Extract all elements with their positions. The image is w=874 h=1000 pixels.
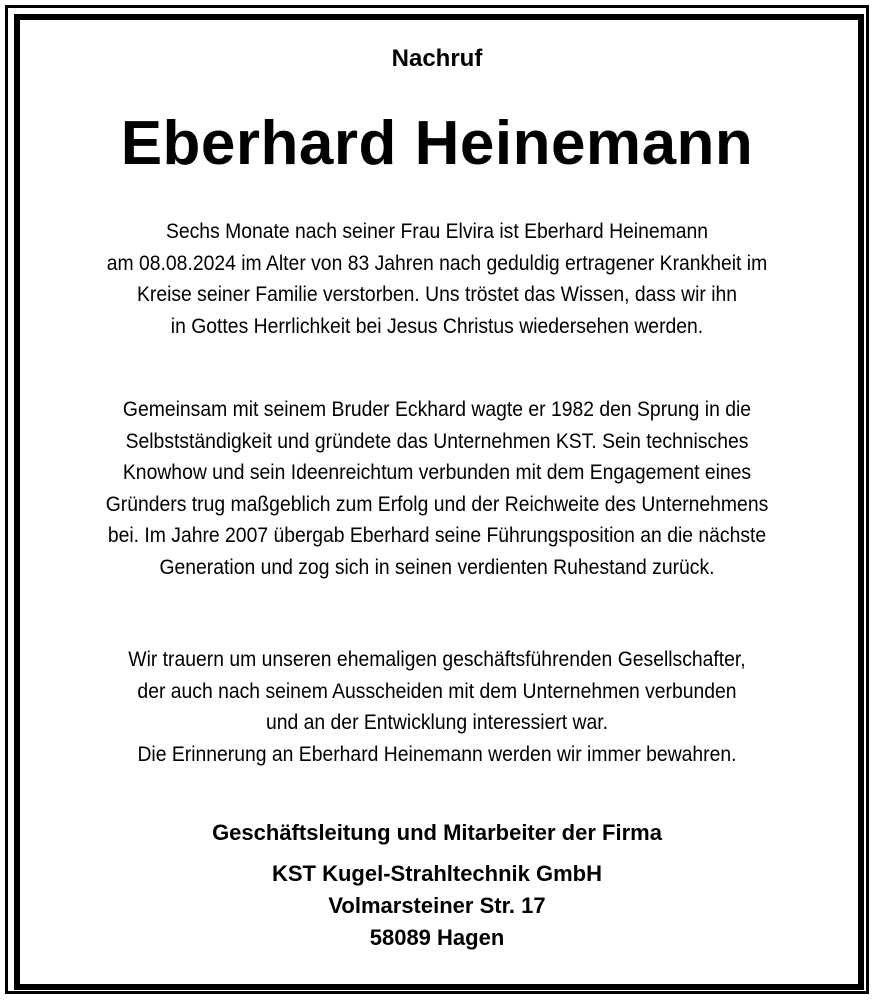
text-line: Die Erinnerung an Eberhard Heinemann werden wir immer bewahren. [137,741,737,766]
text-line: bei. Im Jahre 2007 übergab Eberhard seine Führungsposition an die nächste [107,523,767,547]
text-line: Wir trauern um unseren ehemaligen geschäftsführenden Gesellschafter, [128,647,746,671]
text-line: am 08.08.2024 im Alter von 83 Jahren nach geduldig ertragener Krankheit im [106,250,768,275]
text-line: Knowhow und sein Ideenreichtum verbunden mit dem Engagement eines [122,460,752,484]
text-line: Selbstständigkeit und gründete das Unternehmen KST. Sein technisches [125,428,749,453]
paragraph-company-history [62,394,813,583]
company-name: KST Kugel-Strahltechnik GmbH [271,861,603,886]
text-line: Gemeinsam mit seinem Bruder Eckhard wagte er 1982 den Sprung in die [122,397,752,421]
text-line: Sechs Monate nach seiner Frau Elvira ist Eberhard Heinemann [165,219,709,243]
obituary-notice [20,20,854,978]
signature-block [20,818,854,954]
text-line: und an der Entwicklung interessiert war. [265,710,609,734]
text-line: Gründers trug maßgeblich zum Erfolg und der Reichweite des Unternehmens [105,491,769,516]
paragraph-death-announcement [62,216,813,342]
text-line: Generation und zog sich in seinen verdienten Ruhestand zurück. [159,554,715,579]
company-street: Volmarsteiner Str. 17 [328,893,546,918]
text-line: Kreise seiner Familie verstorben. Uns tröstet das Wissen, dass wir ihn [136,282,738,306]
notice-heading: Nachruf [391,45,483,72]
signature-intro: Geschäftsleitung und Mitarbeiter der Firma [212,820,662,845]
text-line: der auch nach seinem Ausscheiden mit dem Unternehmen verbunden [137,678,737,703]
company-city: 58089 Hagen [369,925,505,950]
paragraph-mourning [62,644,813,770]
text-line: in Gottes Herrlichkeit bei Jesus Christus wiedersehen werden. [170,313,704,338]
deceased-name: Eberhard Heinemann [120,109,754,178]
